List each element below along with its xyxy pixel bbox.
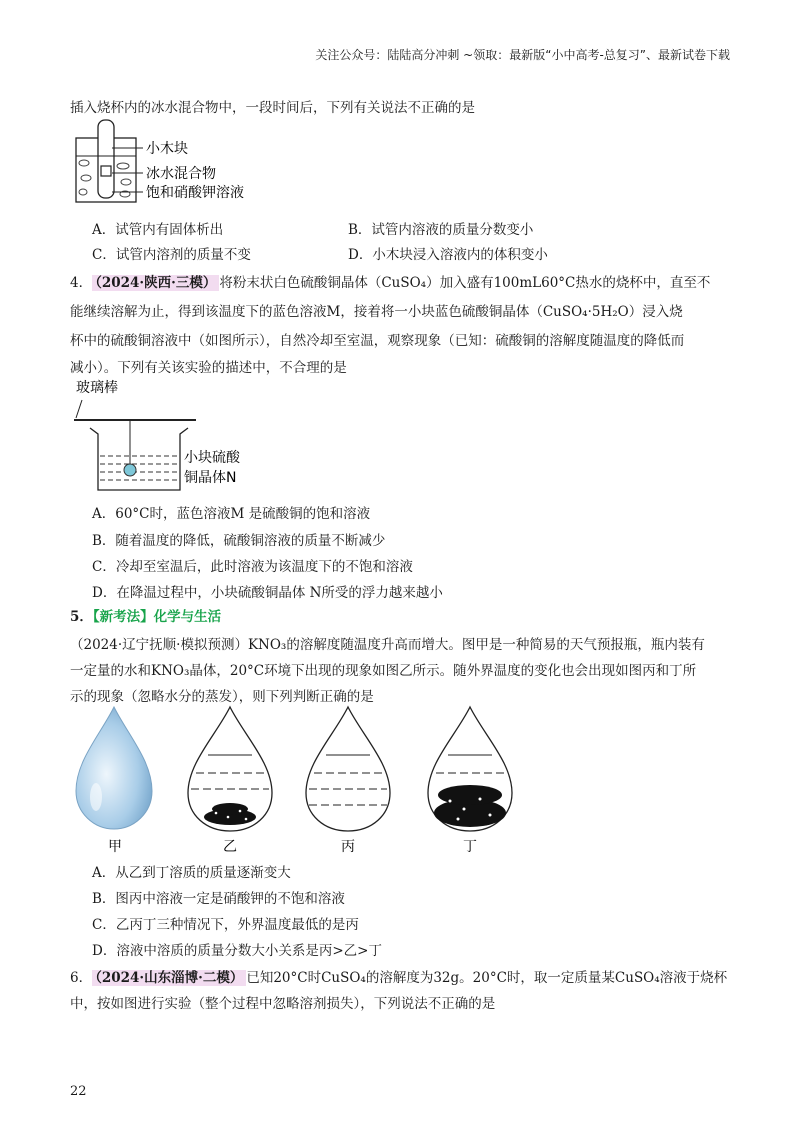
q5-option-d: D．溶液中溶质的质量分数大小关系是丙>乙>丁: [92, 943, 382, 959]
q4-number: 4．: [70, 275, 93, 291]
q4-line4: 减小）。下列有关该实验的描述中，不合理的是: [70, 360, 347, 376]
page-number: 22: [70, 1084, 87, 1099]
q4-figure: [68, 378, 268, 498]
q4-option-c: C．冷却至室温后，此时溶液为该温度下的不饱和溶液: [92, 559, 413, 575]
q3-option-c: C．试管内溶剂的质量不变: [92, 247, 251, 263]
q6-line2: 中，按如图进行实验（整个过程中忽略溶剂损失），下列说法不正确的是: [70, 996, 496, 1012]
q3-stem: 插入烧杯内的冰水混合物中，一段时间后，下列有关说法不正确的是: [70, 100, 475, 116]
q5-line3: 示的现象（忽略水分的蒸发），则下列判断正确的是: [70, 689, 374, 705]
q5-option-b: B．图丙中溶液一定是硝酸钾的不饱和溶液: [92, 891, 345, 907]
q3-label-wood: 小木块: [146, 141, 188, 157]
q5-label-yi: 乙: [223, 839, 237, 855]
q3-label-icewater: 冰水混合物: [146, 166, 216, 182]
q4-label-crystal-1: 小块硫酸: [184, 450, 240, 466]
q3-option-b: B．试管内溶液的质量分数变小: [348, 222, 534, 238]
q4-label-crystal-2: 铜晶体N: [184, 470, 237, 486]
q4-source: （2024·陕西·三模）: [92, 275, 219, 291]
q4-line3: 杯中的硫酸铜溶液中（如图所示），自然冷却至室温，观察现象（已知：硫酸铜的溶解度随温度的降低而: [70, 333, 685, 349]
q4-option-d: D．在降温过程中，小块硫酸铜晶体 N所受的浮力越来越小: [92, 585, 443, 601]
q5-tag: 【新考法】化学与生活: [92, 609, 222, 625]
q6-source: （2024·山东淄博·二模）: [92, 970, 246, 986]
q5-option-a: A．从乙到丁溶质的质量逐渐变大: [92, 865, 291, 881]
q3-figure: [68, 118, 278, 208]
q5-figure: [70, 705, 730, 855]
q5-number: 5．: [70, 609, 93, 625]
q4-label-rod: 玻璃棒: [76, 380, 118, 396]
q5-line1: （2024·辽宁抚顺·模拟预测）KNO₃的溶解度随温度升高而增大。图甲是一种简易的天气预报瓶，瓶内装有: [70, 637, 705, 653]
q3-label-solution: 饱和硝酸钾溶液: [146, 185, 244, 201]
q4-option-a: A．60°C时，蓝色溶液M 是硫酸铜的饱和溶液: [92, 506, 371, 522]
page-header: 关注公众号：陆陆高分冲刺 ~领取：最新版“小中高考-总复习”、最新试卷下载: [315, 48, 730, 62]
q4-line1: 将粉末状白色硫酸铜晶体（CuSO₄）加入盛有100mL60°C热水的烧杯中，直至不: [219, 275, 711, 291]
q5-option-c: C．乙丙丁三种情况下，外界温度最低的是丙: [92, 917, 359, 933]
q6-line1: 已知20°C时CuSO₄的溶解度为32g。20°C时，取一定质量某CuSO₄溶液于烧杯: [246, 970, 728, 986]
q5-label-bing: 丙: [341, 839, 355, 855]
q5-label-ding: 丁: [463, 839, 477, 855]
q3-option-d: D．小木块浸入溶液内的体积变小: [348, 247, 548, 263]
q3-option-a: A．试管内有固体析出: [92, 222, 224, 238]
q4-option-b: B．随着温度的降低，硫酸铜溶液的质量不断减少: [92, 533, 386, 549]
q5-line2: 一定量的水和KNO₃晶体，20°C环境下出现的现象如图乙所示。随外界温度的变化也会出现如图丙和丁所: [70, 663, 697, 679]
q5-label-jia: 甲: [108, 839, 122, 855]
q6-number: 6．: [70, 970, 93, 986]
q4-line2: 能继续溶解为止，得到该温度下的蓝色溶液M，接着将一小块蓝色硫酸铜晶体（CuSO₄·5H₂O）浸入烧: [70, 304, 683, 320]
